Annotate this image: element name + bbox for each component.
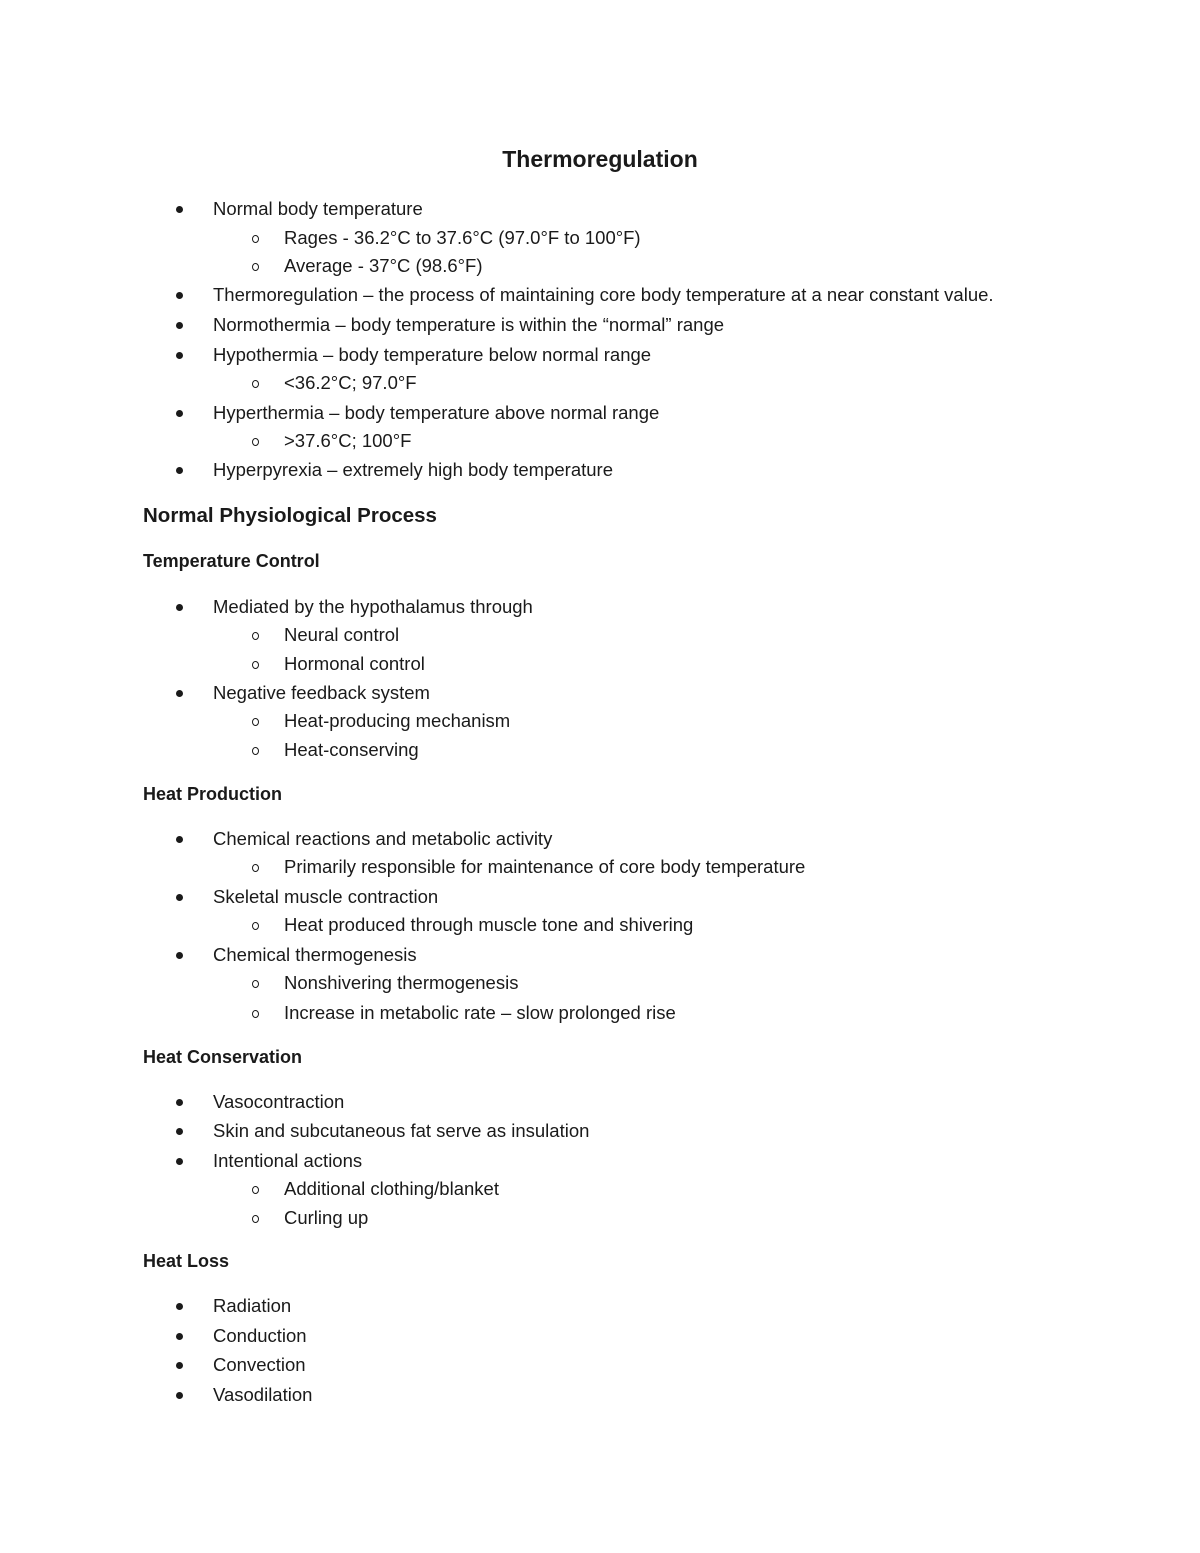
bullet <box>176 1303 183 1310</box>
sub-bullet <box>252 718 259 726</box>
sub-list-item: <36.2°C; 97.0°F <box>284 372 417 393</box>
sub-bullet <box>252 1215 259 1223</box>
bullet <box>176 352 183 359</box>
sub-list-item: >37.6°C; 100°F <box>284 430 412 451</box>
sub-list-item: Heat produced through muscle tone and shivering <box>284 914 694 935</box>
subsection-heading: Heat Conservation <box>143 1047 303 1067</box>
sub-bullet <box>252 747 259 755</box>
bullet <box>176 206 183 213</box>
bullet <box>176 1158 183 1165</box>
list-item: Vasodilation <box>213 1384 313 1405</box>
sub-bullet <box>252 235 259 243</box>
bullet <box>176 410 183 417</box>
sub-bullet <box>252 1186 259 1194</box>
list-item: Chemical thermogenesis <box>213 944 417 965</box>
sub-bullet <box>252 980 259 988</box>
list-item: Hyperpyrexia – extremely high body temperature <box>213 459 613 480</box>
bullet <box>176 894 183 901</box>
sub-list-item: Additional clothing/blanket <box>284 1178 499 1199</box>
sub-bullet <box>252 632 259 640</box>
sub-bullet <box>252 1010 259 1018</box>
list-item: Normal body temperature <box>213 198 423 219</box>
list-item: Skeletal muscle contraction <box>213 886 439 907</box>
bullet <box>176 1392 183 1399</box>
sub-list-item: Average - 37°C (98.6°F) <box>284 255 483 276</box>
bullet <box>176 467 183 474</box>
sub-list-item: Nonshivering thermogenesis <box>284 972 519 993</box>
sub-bullet <box>252 922 259 930</box>
list-item: Convection <box>213 1354 306 1375</box>
list-item: Chemical reactions and metabolic activity <box>213 828 553 849</box>
bullet <box>176 1333 183 1340</box>
sub-bullet <box>252 263 259 271</box>
list-item: Hyperthermia – body temperature above normal range <box>213 402 660 423</box>
list-item: Skin and subcutaneous fat serve as insulation <box>213 1120 590 1141</box>
subsection-heading: Temperature Control <box>143 551 320 571</box>
sub-list-item: Hormonal control <box>284 653 425 674</box>
bullet <box>176 952 183 959</box>
list-item: Thermoregulation – the process of maintaining core body temperature at a near constant value. <box>213 284 994 305</box>
bullet <box>176 322 183 329</box>
list-item: Vasocontraction <box>213 1091 345 1112</box>
bullet <box>176 1362 183 1369</box>
bullet <box>176 604 183 611</box>
sub-list-item: Curling up <box>284 1207 369 1228</box>
list-item: Conduction <box>213 1325 307 1346</box>
list-item: Intentional actions <box>213 1150 363 1171</box>
sub-list-item: Increase in metabolic rate – slow prolonged rise <box>284 1002 676 1023</box>
sub-bullet <box>252 438 259 446</box>
bullet <box>176 836 183 843</box>
list-item: Negative feedback system <box>213 682 430 703</box>
subsection-heading: Heat Production <box>143 784 283 804</box>
sub-bullet <box>252 661 259 669</box>
page-title: Thermoregulation <box>502 146 698 172</box>
sub-list-item: Heat-producing mechanism <box>284 710 511 731</box>
bullet <box>176 690 183 697</box>
bullet <box>176 1128 183 1135</box>
sub-list-item: Rages - 36.2°C to 37.6°C (97.0°F to 100°F) <box>284 227 641 248</box>
sub-list-item: Neural control <box>284 624 400 645</box>
list-item: Mediated by the hypothalamus through <box>213 596 533 617</box>
subsection-heading: Heat Loss <box>143 1251 230 1271</box>
list-item: Normothermia – body temperature is within the “normal” range <box>213 314 725 335</box>
sub-list-item: Primarily responsible for maintenance of core body temperature <box>284 856 806 877</box>
sub-bullet <box>252 380 259 388</box>
sub-list-item: Heat-conserving <box>284 739 419 760</box>
section-heading: Normal Physiological Process <box>143 504 437 527</box>
list-item: Radiation <box>213 1295 292 1316</box>
sub-bullet <box>252 864 259 872</box>
bullet <box>176 292 183 299</box>
bullet <box>176 1099 183 1106</box>
list-item: Hypothermia – body temperature below normal range <box>213 344 652 365</box>
